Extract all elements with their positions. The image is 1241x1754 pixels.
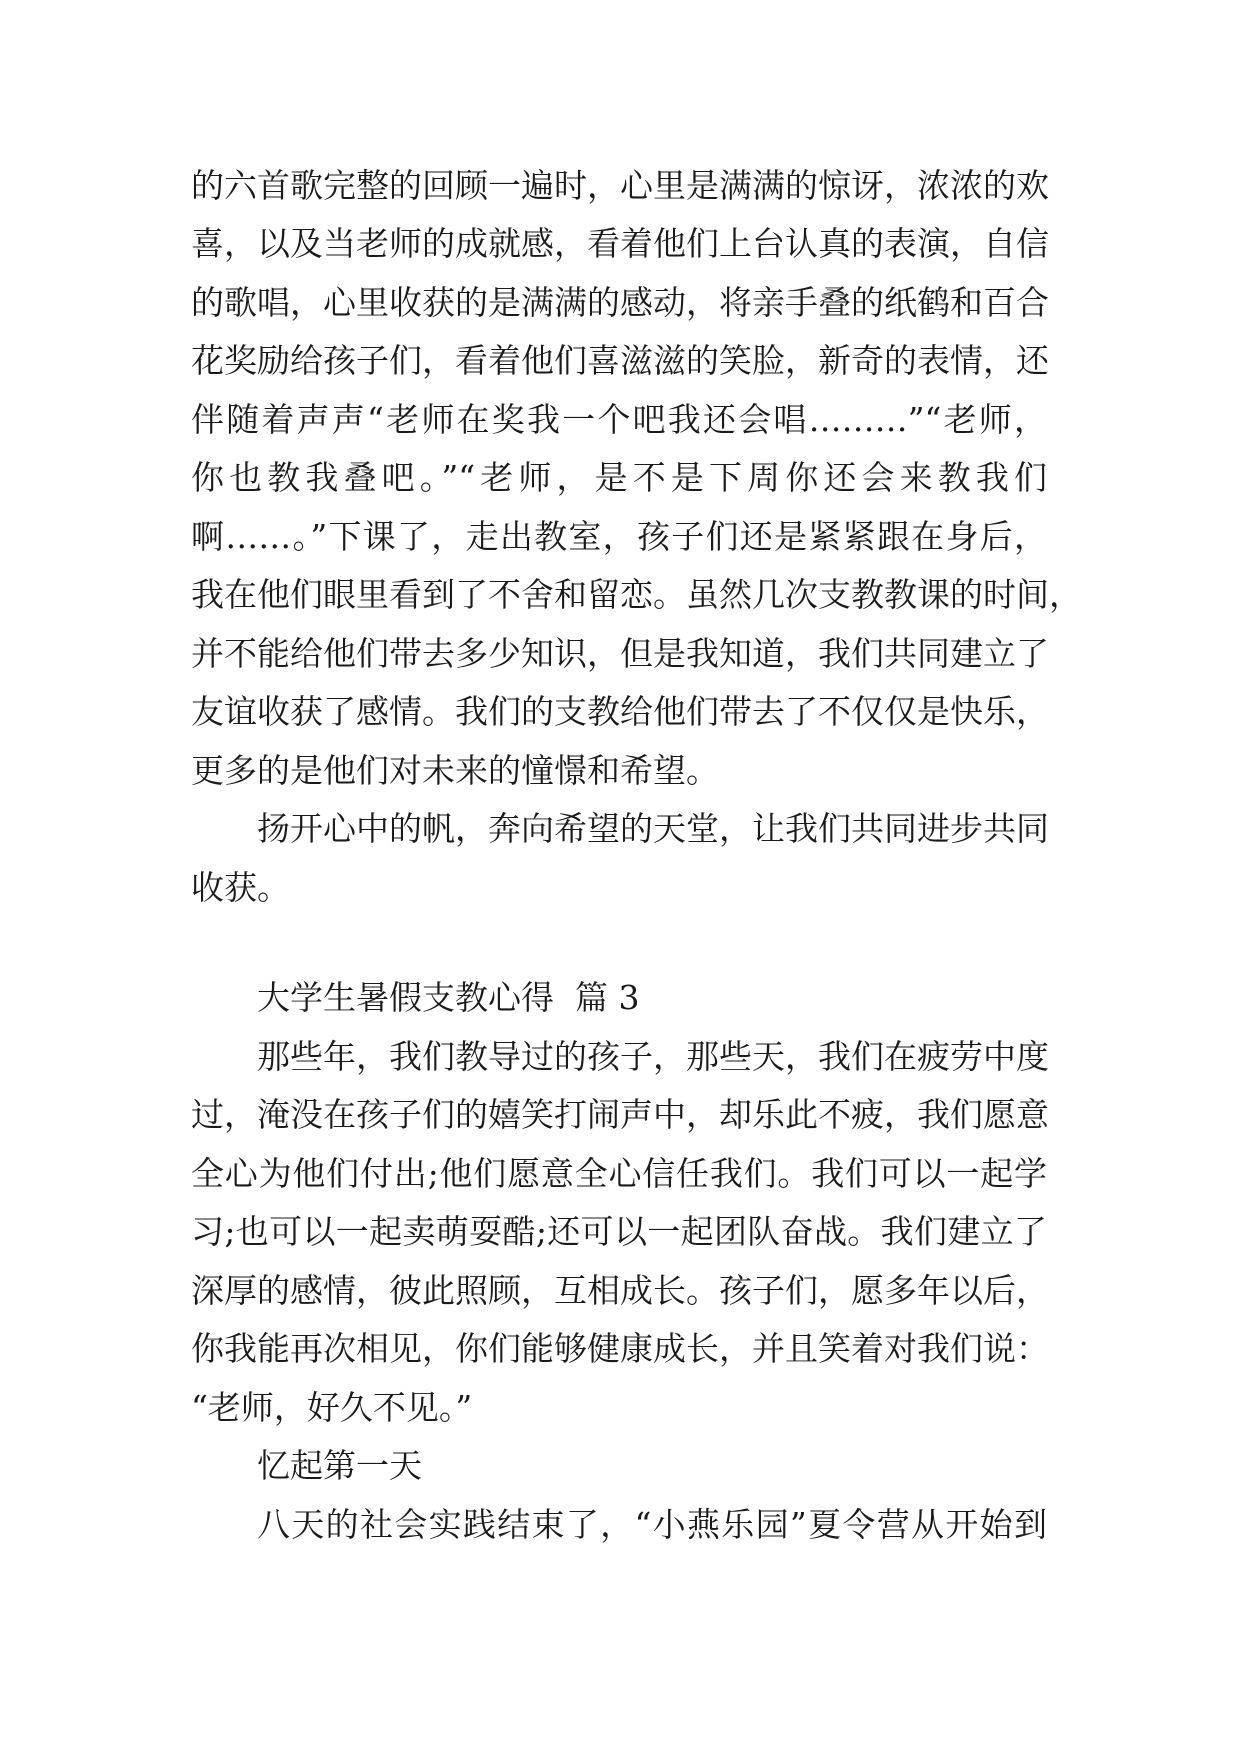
section-title: 大学生暑假支教心得 篇 3 <box>257 978 640 1017</box>
paragraph-line: 过，淹没在孩子们的嬉笑打闹声中，却乐此不疲，我们愿意 <box>191 1095 1049 1134</box>
paragraph-line: 我在他们眼里看到了不舍和留恋。虽然几次支教教课的时间， <box>191 575 1082 614</box>
paragraph-line: 花奖励给孩子们，看着他们喜滋滋的笑脸，新奇的表情，还 <box>191 341 1049 380</box>
paragraph-line: 友谊收获了感情。我们的支教给他们带去了不仅仅是快乐， <box>191 692 1049 731</box>
paragraph-line: 喜，以及当老师的成就感，看着他们上台认真的表演，自信 <box>191 224 1049 263</box>
paragraph-line: 啊……。”下课了，走出教室，孩子们还是紧紧跟在身后， <box>191 517 1047 556</box>
paragraph-line: 深厚的感情，彼此照顾，互相成长。孩子们，愿多年以后， <box>191 1271 1049 1310</box>
paragraph-line: 你我能再次相见，你们能够健康成长，并且笑着对我们说： <box>191 1329 1049 1368</box>
paragraph-line: 的六首歌完整的回顾一遍时，心里是满满的惊讶，浓浓的欢 <box>191 166 1049 205</box>
paragraph-line: 伴随着声声“老师在奖我一个吧我还会唱………”“老师， <box>191 400 1047 439</box>
paragraph-line: “老师，好久不见。” <box>191 1388 473 1427</box>
subheading: 忆起第一天 <box>257 1446 422 1485</box>
paragraph-line: 更多的是他们对未来的憧憬和希望。 <box>191 751 719 790</box>
paragraph-line: 那些年，我们教导过的孩子，那些天，我们在疲劳中度 <box>257 1037 1049 1076</box>
paragraph-line: 你也教我叠吧。”“老师，是不是下周你还会来教我们 <box>191 458 1047 497</box>
paragraph-line: 并不能给他们带去多少知识，但是我知道，我们共同建立了 <box>191 634 1049 673</box>
paragraph-line: 扬开心中的帆，奔向希望的天堂，让我们共同进步共同 <box>257 809 1049 848</box>
paragraph-line: 全心为他们付出;他们愿意全心信任我们。我们可以一起学 <box>191 1154 1047 1193</box>
paragraph-line: 的歌唱，心里收获的是满满的感动，将亲手叠的纸鹤和百合 <box>191 283 1049 322</box>
paragraph-line: 习;也可以一起卖萌耍酷;还可以一起团队奋战。我们建立了 <box>191 1212 1047 1251</box>
paragraph-line: 收获。 <box>191 868 290 907</box>
paragraph-line: 八天的社会实践结束了，“小燕乐园”夏令营从开始到 <box>257 1505 1047 1544</box>
